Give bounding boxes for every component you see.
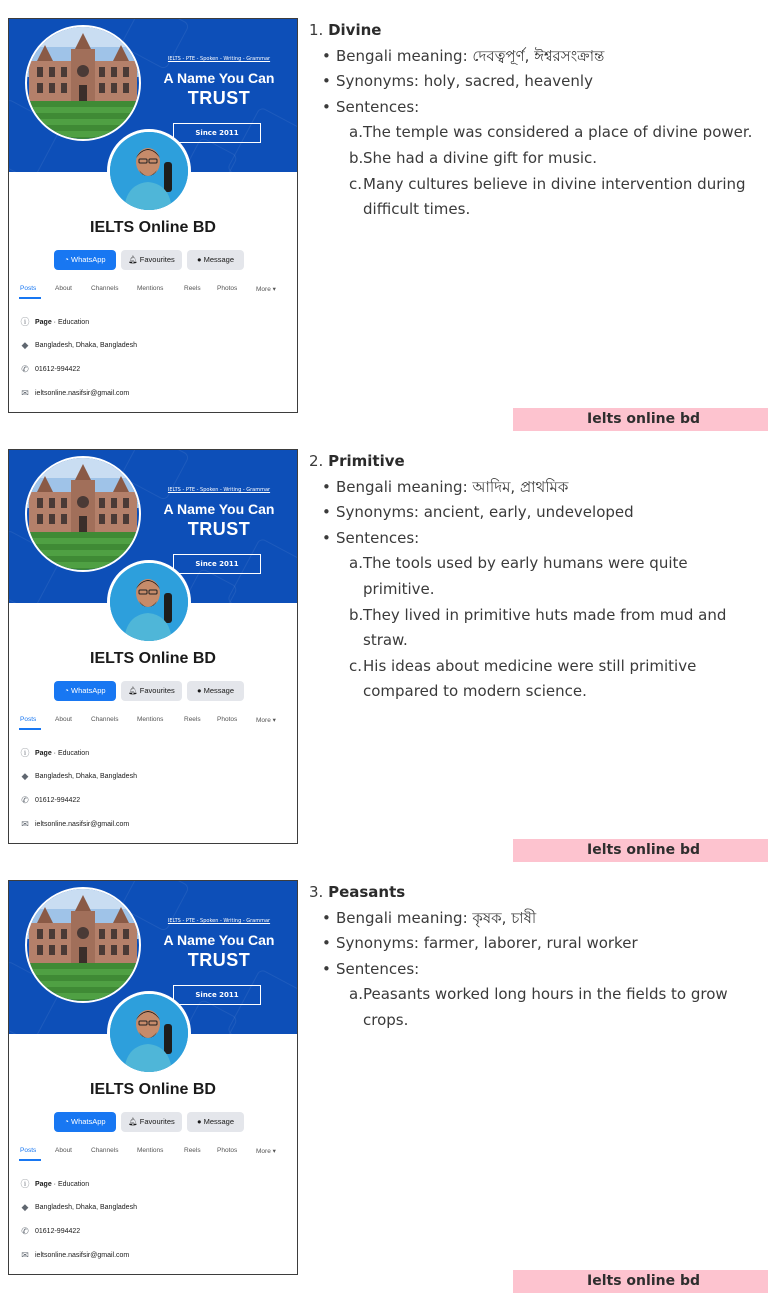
info-icon: ⓘ bbox=[20, 1179, 30, 1189]
info-page-category bbox=[19, 747, 89, 759]
active-tab-indicator bbox=[19, 728, 41, 730]
bengali-meaning bbox=[309, 906, 759, 932]
bell-icon: 🔔︎ bbox=[128, 1117, 138, 1126]
sentence-letter: c. bbox=[349, 656, 363, 675]
synonyms bbox=[309, 931, 759, 957]
label-bar: Ielts online bd bbox=[513, 408, 768, 431]
bell-icon: 🔔︎ bbox=[128, 255, 138, 264]
tab-channels[interactable]: Channels bbox=[91, 285, 119, 292]
sentence-letter: a. bbox=[349, 985, 363, 1004]
page-category: · Education bbox=[51, 749, 90, 757]
sentence-item bbox=[309, 551, 759, 602]
label-bar: Ielts online bd bbox=[513, 839, 768, 862]
tab-photos[interactable]: Photos bbox=[217, 1147, 238, 1154]
avatar[interactable] bbox=[107, 991, 191, 1075]
entry-word: Peasants bbox=[328, 883, 406, 901]
cover-headline: A Name You Can bbox=[163, 932, 275, 948]
synonyms-text: holy, sacred, heavenly bbox=[423, 72, 593, 91]
sentence-letter: b. bbox=[349, 605, 364, 624]
info-icon: ⓘ bbox=[20, 317, 30, 327]
info-location bbox=[19, 339, 137, 351]
profile-tabs bbox=[9, 716, 297, 730]
location-icon: ◆ bbox=[21, 340, 29, 350]
vocab-section bbox=[0, 0, 768, 431]
tab-reels[interactable]: Reels bbox=[184, 716, 201, 723]
tab-photos[interactable]: Photos bbox=[217, 716, 238, 723]
message-label: Message bbox=[203, 1117, 235, 1126]
info-location bbox=[19, 770, 137, 782]
tab-channels[interactable]: Channels bbox=[91, 716, 119, 723]
facebook-profile-card bbox=[8, 18, 298, 413]
messenger-icon: ● bbox=[196, 255, 202, 264]
whatsapp-icon: ◔ bbox=[64, 1117, 69, 1126]
entry-number: 1. bbox=[309, 21, 324, 39]
messenger-icon: ● bbox=[196, 686, 202, 695]
page-label: Page bbox=[35, 318, 52, 326]
whatsapp-label: WhatsApp bbox=[71, 255, 106, 264]
tab-posts[interactable]: Posts bbox=[20, 716, 37, 723]
tab-mentions[interactable]: Mentions bbox=[137, 1147, 164, 1154]
active-tab-indicator bbox=[19, 297, 41, 299]
cover-headline-emphasis: TRUST bbox=[187, 519, 251, 539]
page-category: · Education bbox=[51, 318, 90, 326]
favourites-label: Favourites bbox=[139, 686, 175, 695]
cover-headline-emphasis: TRUST bbox=[187, 950, 251, 970]
info-phone bbox=[19, 1225, 80, 1237]
label-bar: Ielts online bd bbox=[513, 1270, 768, 1293]
phone-icon: ✆ bbox=[21, 795, 29, 805]
info-phone bbox=[19, 363, 80, 375]
message-button[interactable] bbox=[187, 681, 244, 701]
sentences-list bbox=[309, 982, 759, 1033]
entry-number: 2. bbox=[309, 452, 324, 470]
favourites-label: Favourites bbox=[139, 1117, 175, 1126]
facebook-profile-card bbox=[8, 880, 298, 1275]
sentence-item bbox=[309, 146, 759, 172]
sentence-letter: b. bbox=[349, 148, 364, 167]
sentences-label: Sentences: bbox=[336, 528, 420, 547]
sentence-item bbox=[309, 982, 759, 1033]
page-category: · Education bbox=[51, 1180, 90, 1188]
mail-icon: ✉ bbox=[21, 1250, 29, 1260]
entry-number: 3. bbox=[309, 883, 324, 901]
sentence-letter: c. bbox=[349, 174, 363, 193]
whatsapp-label: WhatsApp bbox=[71, 1117, 106, 1126]
phone-icon: ✆ bbox=[21, 1226, 29, 1236]
since-badge: Since 2011 bbox=[173, 985, 261, 1005]
sentence-text: His ideas about medicine were still primitive compared to modern science. bbox=[363, 656, 697, 701]
cover-headline: A Name You Can bbox=[163, 70, 275, 86]
vocab-entry bbox=[309, 880, 759, 1034]
phone-icon: ✆ bbox=[21, 364, 29, 374]
tab-mentions[interactable]: Mentions bbox=[137, 716, 164, 723]
sentence-item bbox=[309, 172, 759, 223]
avatar[interactable] bbox=[107, 129, 191, 213]
sentence-item bbox=[309, 120, 759, 146]
sentences-label: Sentences: bbox=[336, 959, 420, 978]
tab-posts[interactable]: Posts bbox=[20, 1147, 37, 1154]
whatsapp-button[interactable] bbox=[54, 250, 116, 270]
tab-about[interactable]: About bbox=[55, 1147, 72, 1154]
email-text[interactable]: ieltsonline.nasifsir@gmail.com bbox=[35, 820, 130, 828]
bengali-label: Bengali meaning: bbox=[336, 908, 468, 927]
tab-reels[interactable]: Reels bbox=[184, 1147, 201, 1154]
since-badge: Since 2011 bbox=[173, 123, 261, 143]
messenger-icon: ● bbox=[196, 1117, 202, 1126]
page-name: IELTS Online BD bbox=[90, 650, 216, 667]
bengali-meaning bbox=[309, 475, 759, 501]
sentence-text: Peasants worked long hours in the fields to grow crops. bbox=[363, 985, 728, 1029]
whatsapp-button[interactable] bbox=[54, 1112, 116, 1132]
sentence-letter: a. bbox=[349, 554, 363, 573]
whatsapp-icon: ◔ bbox=[64, 255, 69, 264]
synonyms-text: farmer, laborer, rural worker bbox=[423, 934, 638, 953]
synonyms-label: Synonyms: bbox=[336, 934, 419, 953]
since-badge: Since 2011 bbox=[173, 554, 261, 574]
college-photo bbox=[25, 887, 141, 1003]
info-phone bbox=[19, 794, 80, 806]
sentences-heading bbox=[309, 526, 759, 552]
phone-text: 01612-994422 bbox=[35, 1227, 81, 1235]
college-photo bbox=[25, 456, 141, 572]
cover-headline: A Name You Can bbox=[163, 501, 275, 517]
whatsapp-button[interactable] bbox=[54, 681, 116, 701]
info-email bbox=[19, 1249, 129, 1261]
email-text[interactable]: ieltsonline.nasifsir@gmail.com bbox=[35, 1251, 130, 1259]
sentence-text: They lived in primitive huts made from mud and straw. bbox=[363, 605, 727, 650]
sentence-letter: a. bbox=[349, 123, 363, 142]
facebook-profile-card bbox=[8, 449, 298, 844]
synonyms-label: Synonyms: bbox=[336, 503, 419, 522]
tab-reels[interactable]: Reels bbox=[184, 285, 201, 292]
entry-title bbox=[309, 880, 759, 906]
favourites-button[interactable] bbox=[121, 1112, 182, 1132]
page-label: Page bbox=[35, 1180, 52, 1188]
vocab-entry bbox=[309, 18, 759, 223]
message-label: Message bbox=[203, 255, 235, 264]
phone-text: 01612-994422 bbox=[35, 365, 81, 373]
mail-icon: ✉ bbox=[21, 819, 29, 829]
synonyms-text: ancient, early, undeveloped bbox=[423, 503, 634, 522]
tab-about[interactable]: About bbox=[55, 716, 72, 723]
profile-tabs bbox=[9, 1147, 297, 1161]
sentence-item bbox=[309, 654, 759, 705]
synonyms-label: Synonyms: bbox=[336, 72, 419, 91]
page-name: IELTS Online BD bbox=[90, 1081, 216, 1098]
tab-posts[interactable]: Posts bbox=[20, 285, 37, 292]
tab-photos[interactable]: Photos bbox=[217, 285, 238, 292]
location-icon: ◆ bbox=[21, 771, 29, 781]
info-email bbox=[19, 818, 129, 830]
sentence-text: She had a divine gift for music. bbox=[363, 148, 598, 167]
vocab-entry bbox=[309, 449, 759, 705]
phone-text: 01612-994422 bbox=[35, 796, 81, 804]
bengali-text: কৃষক, চাষী bbox=[472, 908, 537, 927]
cover-headline-emphasis: TRUST bbox=[187, 88, 251, 108]
info-location bbox=[19, 1201, 137, 1213]
location-text: Bangladesh, Dhaka, Bangladesh bbox=[35, 772, 137, 780]
info-page-category bbox=[19, 316, 89, 328]
tab-more[interactable]: More ▾ bbox=[256, 1148, 276, 1155]
cover-tagline: IELTS - PTE - Spoken - Writing - Grammar bbox=[167, 918, 271, 924]
location-text: Bangladesh, Dhaka, Bangladesh bbox=[35, 1203, 137, 1211]
info-email bbox=[19, 387, 129, 399]
page-name: IELTS Online BD bbox=[90, 219, 216, 236]
entry-word: Primitive bbox=[328, 452, 405, 470]
message-label: Message bbox=[203, 686, 235, 695]
cover-tagline: IELTS - PTE - Spoken - Writing - Grammar bbox=[167, 487, 271, 493]
mail-icon: ✉ bbox=[21, 388, 29, 398]
location-icon: ◆ bbox=[21, 1202, 29, 1212]
tab-channels[interactable]: Channels bbox=[91, 1147, 119, 1154]
profile-tabs bbox=[9, 285, 297, 299]
cover-tagline: IELTS - PTE - Spoken - Writing - Grammar bbox=[167, 56, 271, 62]
sentences-label: Sentences: bbox=[336, 97, 420, 116]
message-button[interactable] bbox=[187, 250, 244, 270]
entry-word: Divine bbox=[328, 21, 382, 39]
info-icon: ⓘ bbox=[20, 748, 30, 758]
whatsapp-icon: ◔ bbox=[64, 686, 69, 695]
vocab-section bbox=[0, 862, 768, 1293]
bengali-meaning bbox=[309, 44, 759, 70]
tab-mentions[interactable]: Mentions bbox=[137, 285, 164, 292]
favourites-label: Favourites bbox=[139, 255, 175, 264]
message-button[interactable] bbox=[187, 1112, 244, 1132]
synonyms bbox=[309, 500, 759, 526]
bengali-label: Bengali meaning: bbox=[336, 477, 468, 496]
sentence-text: The temple was considered a place of divine power. bbox=[363, 123, 753, 142]
tab-about[interactable]: About bbox=[55, 285, 72, 292]
sentences-heading bbox=[309, 95, 759, 121]
entry-title bbox=[309, 18, 759, 44]
sentences-heading bbox=[309, 957, 759, 983]
whatsapp-label: WhatsApp bbox=[71, 686, 106, 695]
sentence-text: The tools used by early humans were quite primitive. bbox=[363, 554, 688, 598]
sentences-list bbox=[309, 120, 759, 222]
email-text[interactable]: ieltsonline.nasifsir@gmail.com bbox=[35, 389, 130, 397]
synonyms bbox=[309, 69, 759, 95]
tab-more[interactable]: More ▾ bbox=[256, 286, 276, 293]
bell-icon: 🔔︎ bbox=[128, 686, 138, 695]
sentence-text: Many cultures believe in divine intervention during difficult times. bbox=[363, 174, 746, 219]
active-tab-indicator bbox=[19, 1159, 41, 1161]
location-text: Bangladesh, Dhaka, Bangladesh bbox=[35, 341, 137, 349]
sentence-item bbox=[309, 603, 759, 654]
page-label: Page bbox=[35, 749, 52, 757]
entry-title bbox=[309, 449, 759, 475]
sentences-list bbox=[309, 551, 759, 705]
bengali-text: দেবত্বপূর্ণ, ঈশ্বরসংক্রান্ত bbox=[472, 46, 605, 65]
avatar[interactable] bbox=[107, 560, 191, 644]
bengali-label: Bengali meaning: bbox=[336, 46, 468, 65]
vocab-section bbox=[0, 431, 768, 862]
favourites-button[interactable] bbox=[121, 681, 182, 701]
favourites-button[interactable] bbox=[121, 250, 182, 270]
bengali-text: আদিম, প্রাথমিক bbox=[472, 477, 569, 496]
info-page-category bbox=[19, 1178, 89, 1190]
tab-more[interactable]: More ▾ bbox=[256, 717, 276, 724]
college-photo bbox=[25, 25, 141, 141]
